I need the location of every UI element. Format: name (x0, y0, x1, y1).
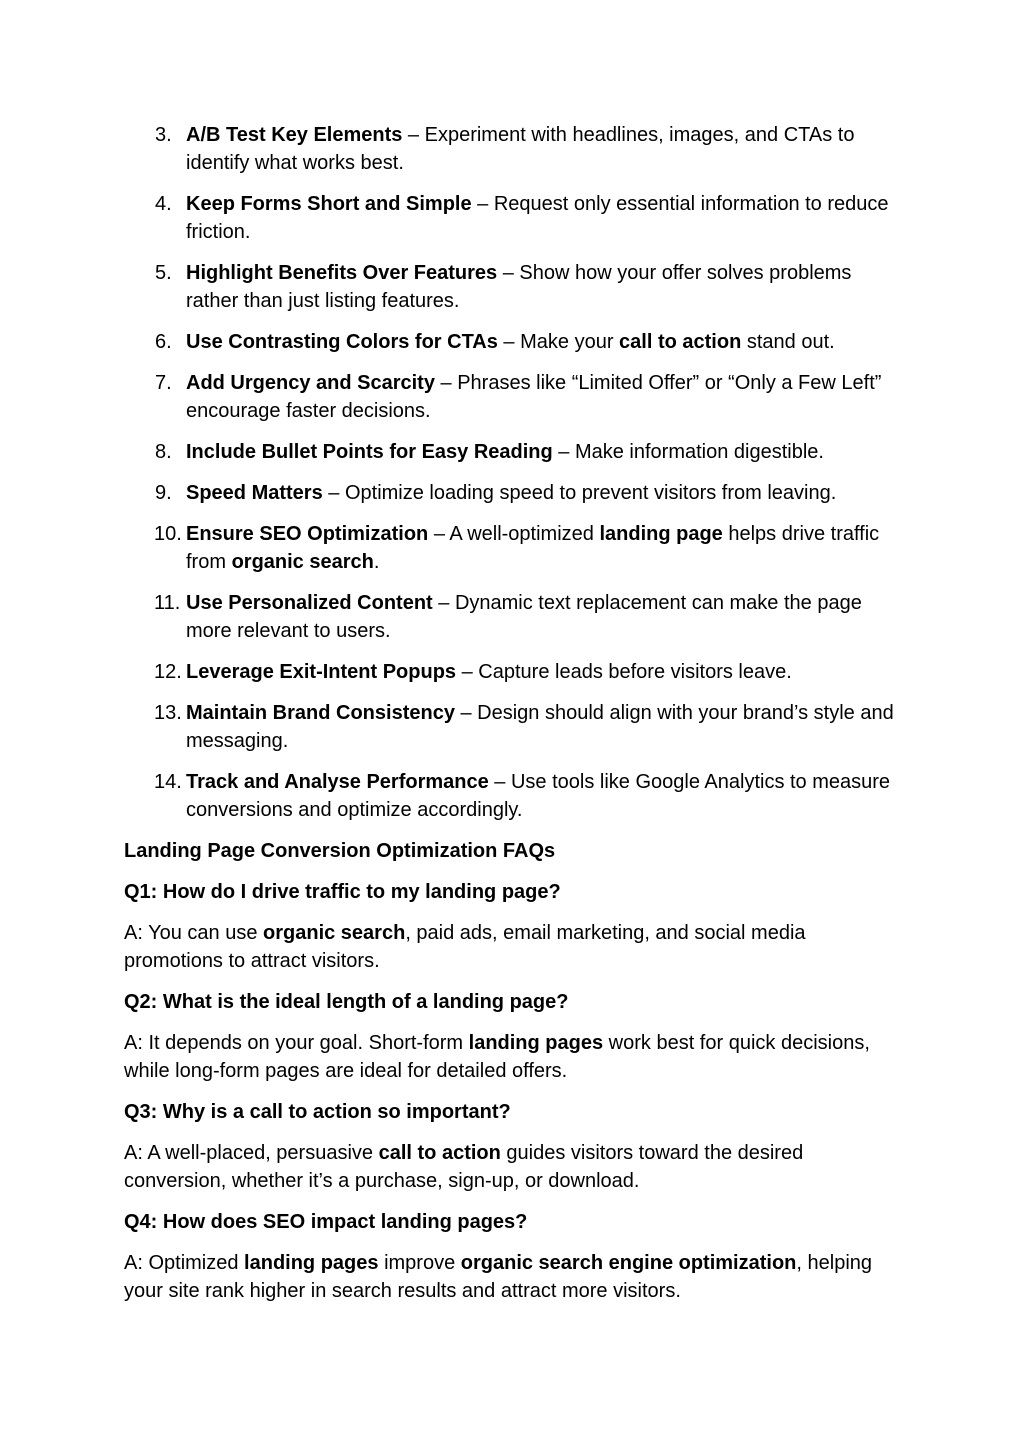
list-item (124, 520, 899, 576)
list-number: 10. (154, 523, 182, 545)
list-item-emphasis: landing page (599, 523, 723, 545)
list-number: 11. (154, 592, 181, 614)
list-item-title: Highlight Benefits Over Features (186, 262, 498, 284)
list-item (124, 369, 899, 425)
list-item-body: helps drive traffic from (186, 523, 880, 573)
list-item-text (186, 193, 889, 243)
faq-question-text: Q2: What is the ideal length of a landing page? (124, 991, 569, 1013)
faq-question (124, 878, 899, 906)
list-item-body: – Experiment with headlines, images, and CTAs to identify what works best. (186, 124, 855, 174)
list-item-body: – Capture leads before visitors leave. (456, 661, 792, 683)
faq-answer-text: improve (378, 1252, 461, 1274)
faq-answer-text: work best for quick decisions, while long-form pages are ideal for detailed offers. (124, 1032, 870, 1082)
faq-question (124, 1208, 899, 1236)
list-item (124, 259, 899, 315)
list-item-title: Keep Forms Short and Simple (186, 193, 472, 215)
faq-answer-text: , helping your site rank higher in search results and attract more visitors. (124, 1252, 873, 1302)
list-item-text (186, 441, 824, 463)
list-item-body: – Make your (497, 331, 620, 353)
list-item-text (186, 661, 792, 683)
list-item (124, 190, 899, 246)
list-number: 3. (155, 124, 172, 146)
faq-answer-text: , paid ads, email marketing, and social media promotions to attract visitors. (124, 922, 806, 972)
list-number: 7. (155, 372, 172, 394)
faq-answer-emphasis: organic search engine optimization (460, 1252, 797, 1274)
list-item-body: – Dynamic text replacement can make the page more relevant to users. (186, 592, 862, 642)
faq-heading-text: Landing Page Conversion Optimization FAQs (124, 840, 556, 862)
list-item-emphasis: organic search (231, 551, 374, 573)
faq-question-text: Q3: Why is a call to action so important? (124, 1101, 511, 1123)
list-item-text (186, 523, 879, 573)
list-item-body: stand out. (741, 331, 835, 353)
list-item (124, 438, 899, 466)
faq-answer (124, 1029, 899, 1085)
faq-answer (124, 1249, 899, 1305)
list-item-body: . (373, 551, 380, 573)
list-item-text (186, 372, 881, 422)
list-number: 13. (154, 702, 182, 724)
list-number: 8. (155, 441, 172, 463)
list-item-title: Add Urgency and Scarcity (186, 372, 435, 394)
list-item-text (186, 592, 862, 642)
list-item-body: – Use tools like Google Analytics to measure conversions and optimize accordingly. (186, 771, 891, 821)
list-item-title: Speed Matters (186, 482, 323, 504)
list-item-title: A/B Test Key Elements (186, 124, 403, 146)
list-item-text (186, 702, 894, 752)
list-item-body: – Phrases like “Limited Offer” or “Only a Few Left” encourage faster decisions. (186, 372, 882, 422)
list-item-title: Maintain Brand Consistency (186, 702, 455, 724)
list-item-text (186, 482, 836, 504)
list-item (124, 589, 899, 645)
faq-answer-emphasis: call to action (378, 1142, 501, 1164)
list-item-body: – Optimize loading speed to prevent visitors from leaving. (322, 482, 837, 504)
list-number: 4. (155, 193, 172, 215)
faq-answer-text: A: A well-placed, persuasive (124, 1142, 379, 1164)
list-item-text (186, 331, 835, 353)
list-item-body: – Design should align with your brand’s style and messaging. (186, 702, 894, 752)
list-item-title: Ensure SEO Optimization (186, 523, 429, 545)
list-item-title: Use Personalized Content (186, 592, 433, 614)
faq-answer-text: A: You can use (124, 922, 264, 944)
faq-answer-emphasis: landing pages (244, 1252, 379, 1274)
faq-answer-text: A: Optimized (124, 1252, 245, 1274)
faq-heading (124, 837, 899, 865)
list-item-title: Track and Analyse Performance (186, 771, 489, 793)
list-item-body: – Request only essential information to reduce friction. (186, 193, 889, 243)
list-item-title: Include Bullet Points for Easy Reading (186, 441, 553, 463)
list-number: 12. (154, 661, 182, 683)
list-item-body: – Make information digestible. (552, 441, 824, 463)
list-number: 5. (155, 262, 172, 284)
list-item-title: Use Contrasting Colors for CTAs (186, 331, 498, 353)
document-page (124, 121, 899, 1318)
list-number: 14. (154, 771, 182, 793)
faq-answer-text: guides visitors toward the desired conversion, whether it’s a purchase, sign-up, or download. (124, 1142, 804, 1192)
faq-answer-text: A: It depends on your goal. Short-form (124, 1032, 469, 1054)
list-item-text (186, 124, 854, 174)
list-item (124, 658, 899, 686)
list-item-body: – Show how your offer solves problems rather than just listing features. (186, 262, 852, 312)
faq-answer-emphasis: landing pages (468, 1032, 604, 1054)
list-item (124, 699, 899, 755)
list-item-text (186, 771, 890, 821)
tips-list (124, 121, 899, 824)
faq-answer (124, 1139, 899, 1195)
list-item-body: – A well-optimized (428, 523, 600, 545)
faq-question-text: Q4: How does SEO impact landing pages? (124, 1211, 528, 1233)
list-item (124, 121, 899, 177)
list-number: 9. (155, 482, 172, 504)
list-number: 6. (155, 331, 172, 353)
list-item-text (186, 262, 851, 312)
list-item (124, 328, 899, 356)
list-item-title: Leverage Exit-Intent Popups (186, 661, 457, 683)
faq-answer (124, 919, 899, 975)
list-item (124, 768, 899, 824)
faq-question-text: Q1: How do I drive traffic to my landing page? (124, 881, 561, 903)
list-item-emphasis: call to action (619, 331, 742, 353)
faq-question (124, 1098, 899, 1126)
list-item (124, 479, 899, 507)
faq-answer-emphasis: organic search (263, 922, 406, 944)
faq-question (124, 988, 899, 1016)
